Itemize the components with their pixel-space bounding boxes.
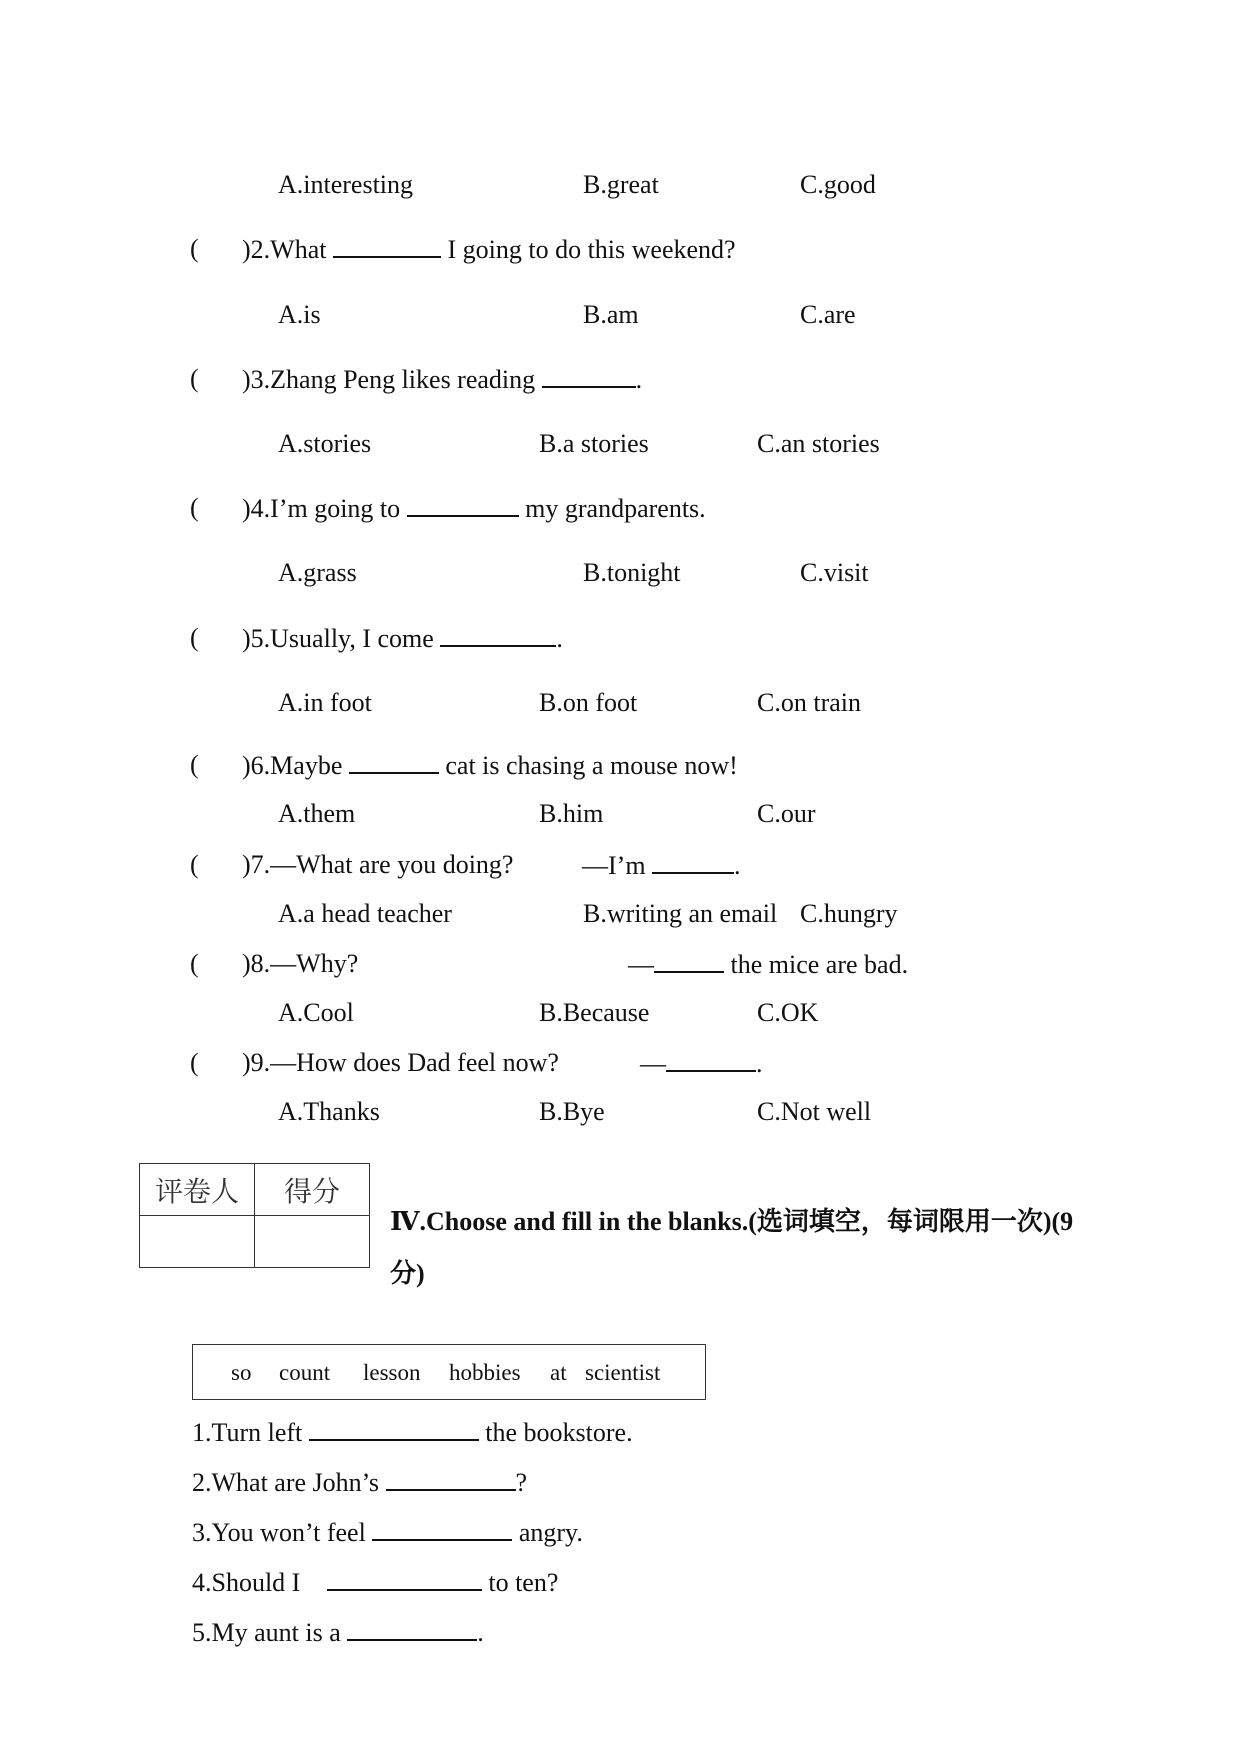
score-header: 得分: [255, 1164, 370, 1216]
q5-option-a: A.in foot: [278, 688, 372, 717]
score-cell[interactable]: [255, 1216, 370, 1268]
q7-answer-end: .: [734, 851, 741, 880]
word-bank-item: so: [231, 1360, 252, 1385]
q5-option-c: C.on train: [757, 688, 861, 717]
fill-item-1: [192, 1419, 633, 1446]
q8-question: )8.—Why?: [242, 949, 359, 978]
q2-blank[interactable]: [333, 236, 441, 258]
q8-answer-end: the mice are bad.: [730, 950, 909, 979]
q2-stem-end: I going to do this weekend?: [447, 235, 736, 264]
q8-option-a: A.Cool: [278, 998, 354, 1027]
q9-option-a: A.Thanks: [278, 1097, 380, 1126]
score-table: [139, 1163, 370, 1268]
q2-text: [242, 236, 736, 263]
q2-option-b: B.am: [583, 300, 639, 329]
q7-option-b: B.writing an email: [583, 899, 778, 928]
q8-answer: [628, 951, 908, 978]
fill-1-blank[interactable]: [309, 1419, 479, 1441]
q7-question: )7.—What are you doing?: [242, 850, 514, 879]
q3-option-b: B.a stories: [539, 429, 649, 458]
q3-blank[interactable]: [542, 366, 636, 388]
q2-option-c: C.are: [800, 300, 856, 329]
q4-option-a: A.grass: [278, 558, 357, 587]
q9-option-b: B.Bye: [539, 1097, 605, 1126]
q4-text: [242, 495, 706, 522]
word-bank-item: hobbies: [449, 1360, 521, 1385]
q2-option-a: A.is: [278, 300, 321, 329]
q5-blank[interactable]: [440, 625, 556, 647]
section-4-heading: [390, 1196, 1110, 1300]
q6-paren: (: [190, 750, 199, 779]
q7-blank[interactable]: [652, 852, 734, 874]
q4-blank[interactable]: [407, 495, 519, 517]
fill-4-stem: 4.Should I: [192, 1568, 301, 1597]
word-bank: [192, 1344, 706, 1400]
q5-paren: (: [190, 623, 199, 652]
q9-answer-lead: —: [640, 1049, 666, 1078]
q3-stem: )3.Zhang Peng likes reading: [242, 365, 536, 394]
fill-3-end: angry.: [518, 1518, 583, 1547]
q7-answer-lead: —I’m: [582, 851, 646, 880]
q4-stem-end: my grandparents.: [525, 494, 706, 523]
q9-paren: (: [190, 1048, 199, 1077]
q3-paren: (: [190, 364, 199, 393]
fill-2-end: ?: [515, 1468, 528, 1497]
fill-5-blank[interactable]: [347, 1619, 477, 1641]
q5-option-b: B.on foot: [539, 688, 638, 717]
q7-answer: [582, 852, 741, 879]
q9-blank[interactable]: [666, 1050, 756, 1072]
q5-stem-end: .: [556, 624, 563, 653]
fill-5-stem: 5.My aunt is a: [192, 1618, 341, 1647]
q1-option-c: C.good: [800, 170, 876, 199]
q6-stem-end: cat is chasing a mouse now!: [445, 751, 738, 780]
fill-1-end: the bookstore.: [485, 1418, 633, 1447]
fill-2-blank[interactable]: [386, 1469, 516, 1491]
word-bank-item: scientist: [585, 1360, 661, 1385]
fill-4-blank[interactable]: [327, 1569, 482, 1591]
q1-option-b: B.great: [583, 170, 659, 199]
fill-1-stem: 1.Turn left: [192, 1418, 303, 1447]
q4-stem: )4.I’m going to: [242, 494, 401, 523]
q7-paren: (: [190, 850, 199, 879]
q6-stem: )6.Maybe: [242, 751, 343, 780]
q3-option-a: A.stories: [278, 429, 372, 458]
fill-5-end: .: [477, 1618, 484, 1647]
q9-question: )9.—How does Dad feel now?: [242, 1048, 559, 1077]
q3-stem-end: .: [635, 365, 643, 394]
q8-paren: (: [190, 949, 199, 978]
word-bank-item: lesson: [363, 1360, 421, 1385]
q5-text: [242, 625, 563, 652]
fill-3-stem: 3.You won’t feel: [192, 1518, 366, 1547]
q5-stem: )5.Usually, I come: [242, 624, 434, 653]
q6-option-b: B.him: [539, 799, 604, 828]
fill-item-2: [192, 1469, 527, 1496]
q6-option-a: A.them: [278, 799, 356, 828]
fill-4-end: to ten?: [488, 1568, 559, 1597]
word-bank-item: at: [550, 1360, 567, 1385]
fill-item-5: [192, 1619, 484, 1646]
q7-option-a: A.a head teacher: [278, 899, 452, 928]
q2-stem: )2.What: [242, 235, 327, 264]
fill-2-stem: 2.What are John’s: [192, 1468, 380, 1497]
q8-blank[interactable]: [654, 951, 724, 973]
q4-paren: (: [190, 493, 199, 522]
q3-option-c: C.an stories: [757, 429, 880, 458]
q6-text: [242, 752, 738, 779]
word-bank-item: count: [279, 1360, 331, 1385]
section-4-heading-line1: Ⅳ.Choose and fill in the blanks.(选词填空，每词限用一次)(9: [390, 1207, 1074, 1236]
q3-text: [242, 366, 642, 393]
fill-item-3: [192, 1519, 583, 1546]
q9-answer-end: .: [756, 1049, 763, 1078]
q9-answer: [640, 1050, 763, 1077]
q8-option-c: C.OK: [757, 998, 819, 1027]
fill-item-4: [192, 1569, 558, 1596]
q4-option-c: C.visit: [800, 558, 869, 587]
q2-paren: (: [190, 234, 199, 263]
q1-option-a: A.interesting: [278, 170, 414, 199]
q6-option-c: C.our: [757, 799, 816, 828]
q4-option-b: B.tonight: [583, 558, 681, 587]
q8-answer-lead: —: [628, 950, 654, 979]
grader-cell[interactable]: [140, 1216, 255, 1268]
q7-option-c: C.hungry: [800, 899, 898, 928]
grader-header: 评卷人: [140, 1164, 255, 1216]
q8-option-b: B.Because: [539, 998, 650, 1027]
q6-blank[interactable]: [349, 752, 439, 774]
fill-3-blank[interactable]: [372, 1519, 512, 1541]
section-4-heading-line2: 分): [390, 1259, 425, 1288]
q9-option-c: C.Not well: [757, 1097, 872, 1126]
